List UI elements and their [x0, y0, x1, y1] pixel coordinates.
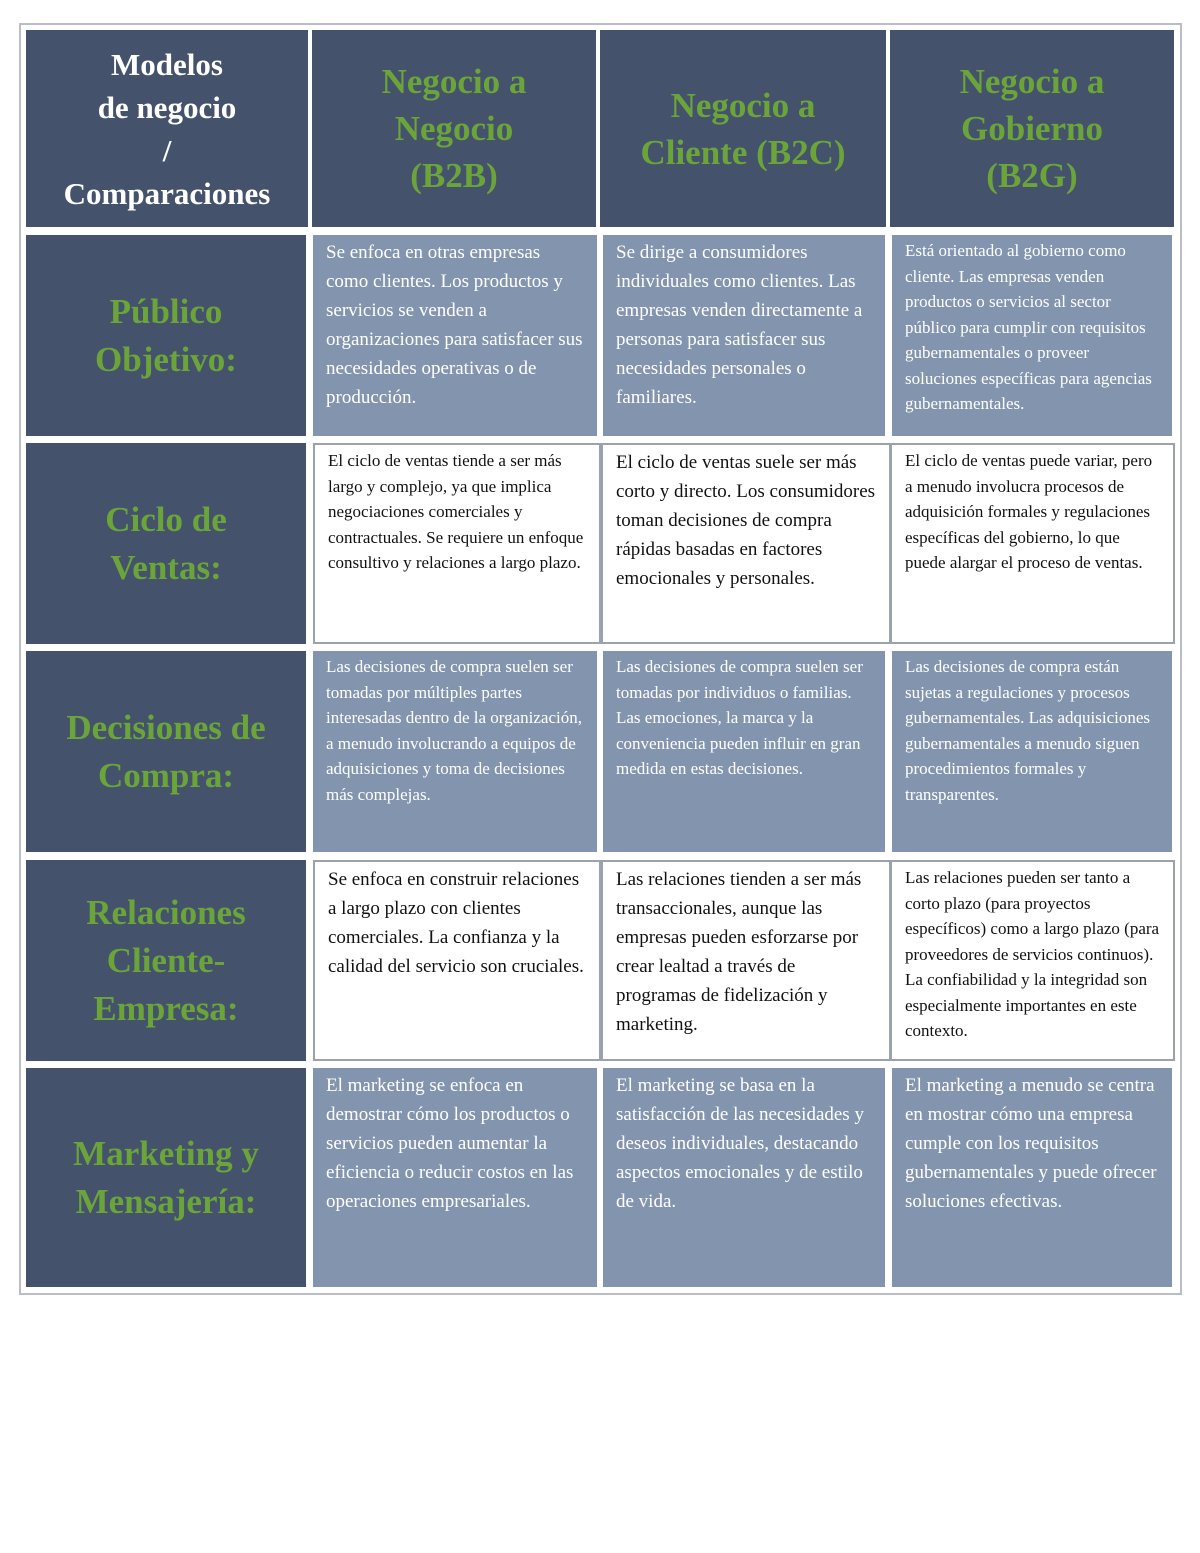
cell-relaciones-b2g: Las relaciones pueden ser tanto a corto plazo (para proyectos específicos) como a largo plazo (para proveedores de servicios continuos). La confiabilidad y la integridad son especialmente importantes en este contexto.: [890, 860, 1175, 1061]
cell-marketing-b2g: El marketing a menudo se centra en mostrar cómo una empresa cumple con los requisitos gubernamentales y puede ofrecer soluciones efectivas.: [892, 1068, 1172, 1287]
row-header-decisiones-compra: Decisiones de Compra:: [26, 651, 306, 852]
cell-publico-b2b: Se enfoca en otras empresas como clientes. Los productos y servicios se venden a organizaciones para satisfacer sus necesidades operativas o de producción.: [313, 235, 597, 436]
corner-header: Modelos de negocio / Comparaciones: [26, 30, 308, 227]
row-header-marketing: Marketing y Mensajería:: [26, 1068, 306, 1287]
cell-relaciones-b2c: Las relaciones tienden a ser más transaccionales, aunque las empresas pueden esforzarse por crear lealtad a través de programas de fidelización y marketing.: [601, 860, 891, 1061]
column-header-b2g: Negocio a Gobierno (B2G): [890, 30, 1174, 227]
row-header-publico-objetivo: Público Objetivo:: [26, 235, 306, 436]
cell-decisiones-b2g: Las decisiones de compra están sujetas a regulaciones y procesos gubernamentales. Las adquisiciones gubernamentales a menudo siguen procedimientos formales y transparentes.: [892, 651, 1172, 852]
cell-ciclo-b2g: El ciclo de ventas puede variar, pero a menudo involucra procesos de adquisición formales y regulaciones específicas del gobierno, lo que puede alargar el proceso de ventas.: [890, 443, 1175, 644]
cell-publico-b2c: Se dirige a consumidores individuales como clientes. Las empresas venden directamente a personas para satisfacer sus necesidades personales o familiares.: [603, 235, 885, 436]
column-header-b2c: Negocio a Cliente (B2C): [600, 30, 886, 227]
cell-ciclo-b2c: El ciclo de ventas suele ser más corto y directo. Los consumidores toman decisiones de compra rápidas basadas en factores emocionales y personales.: [601, 443, 891, 644]
cell-relaciones-b2b: Se enfoca en construir relaciones a largo plazo con clientes comerciales. La confianza y la calidad del servicio son cruciales.: [313, 860, 601, 1061]
cell-decisiones-b2c: Las decisiones de compra suelen ser tomadas por individuos o familias. Las emociones, la marca y la conveniencia pueden influir en gran medida en estas decisiones.: [603, 651, 885, 852]
cell-marketing-b2b: El marketing se enfoca en demostrar cómo los productos o servicios pueden aumentar la eficiencia o reducir costos en las operaciones empresariales.: [313, 1068, 597, 1287]
row-header-ciclo-ventas: Ciclo de Ventas:: [26, 443, 306, 644]
row-header-relaciones: Relaciones Cliente- Empresa:: [26, 860, 306, 1061]
column-header-b2b: Negocio a Negocio (B2B): [312, 30, 596, 227]
cell-decisiones-b2b: Las decisiones de compra suelen ser tomadas por múltiples partes interesadas dentro de la organización, a menudo involucrando a equipos de adquisiciones y toma de decisiones más complejas.: [313, 651, 597, 852]
cell-marketing-b2c: El marketing se basa en la satisfacción de las necesidades y deseos individuales, destacando aspectos emocionales y de estilo de vida.: [603, 1068, 885, 1287]
cell-ciclo-b2b: El ciclo de ventas tiende a ser más largo y complejo, ya que implica negociaciones comerciales y contractuales. Se requiere un enfoque consultivo y relaciones a largo plazo.: [313, 443, 601, 644]
cell-publico-b2g: Está orientado al gobierno como cliente. Las empresas venden productos o servicios al sector público para cumplir con requisitos gubernamentales o proveer soluciones específicas para agencias gubernamentales.: [892, 235, 1172, 436]
